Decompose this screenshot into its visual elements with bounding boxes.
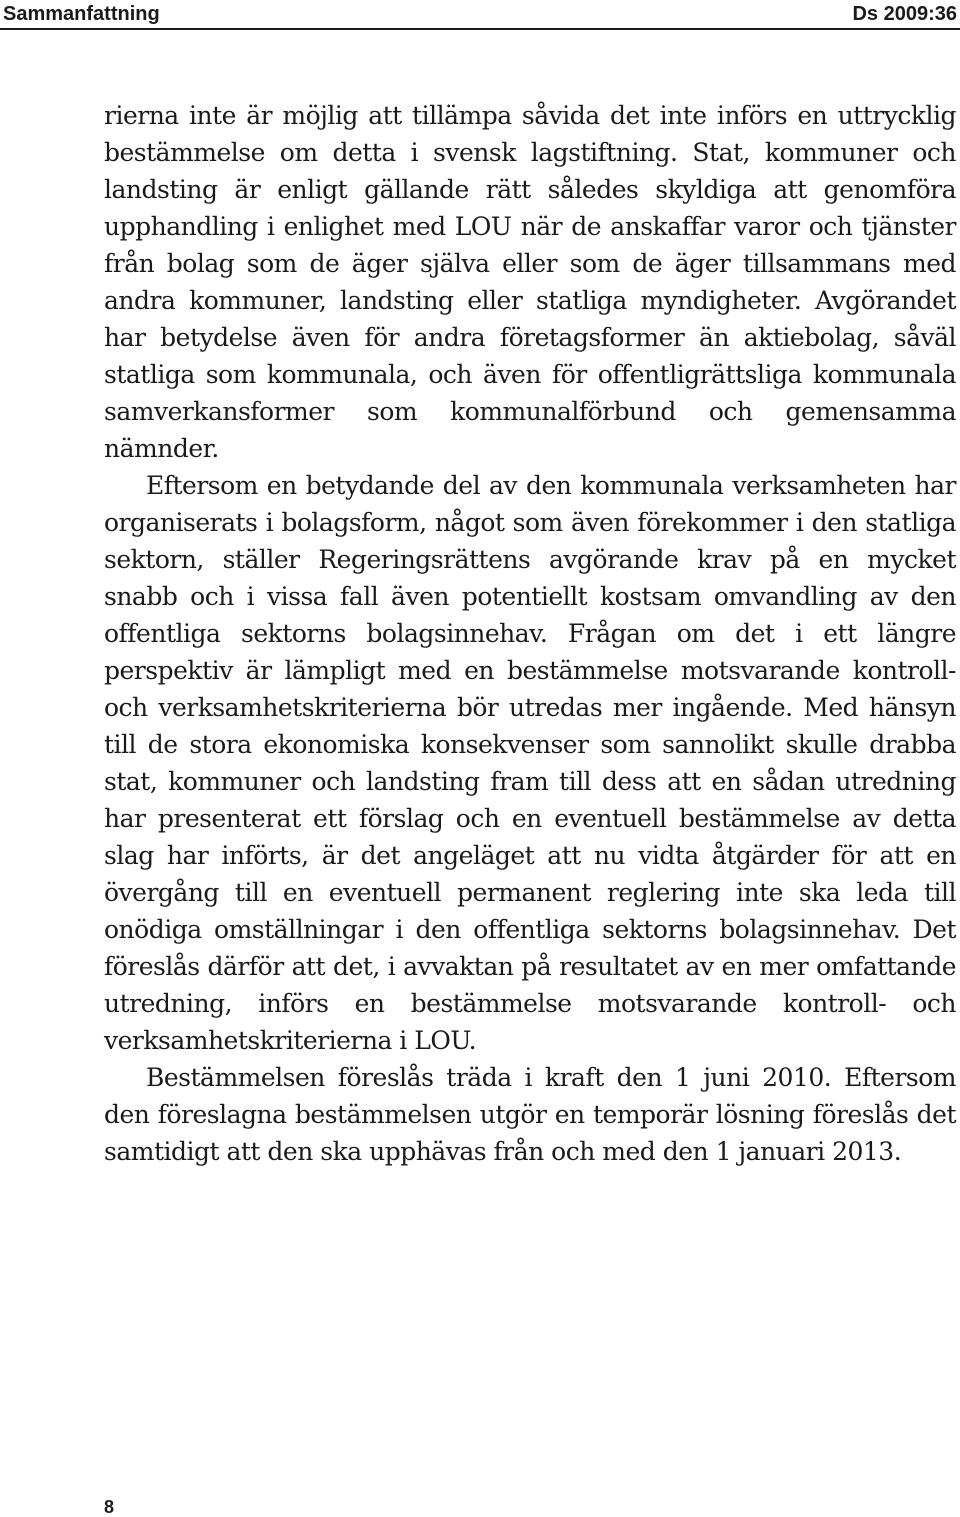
- page-header: [0, 0, 960, 30]
- page-number: 8: [104, 1497, 115, 1517]
- paragraph: Bestämmelsen föreslås träda i kraft den 1 juni 2010. Eftersom den föreslagna bestämmelsen utgör en temporär lösning föreslås det samtidigt att den ska upphävas från och med den 1 januari 2013.: [104, 1063, 956, 1166]
- document-id: Ds 2009:36: [852, 3, 957, 25]
- body-text: [104, 97, 956, 1170]
- section-title: Sammanfattning: [3, 3, 160, 25]
- paragraph: Eftersom en betydande del av den kommunala verksamheten har organiserats i bolagsform, något som även förekommer i den statliga sektorn, ställer Regeringsrättens avgörande krav på en mycket snabb och i vissa fall även potentiellt kostsam omvandling av den offentliga sektorns bolagsinnehav. Frågan om det i ett längre perspektiv är lämpligt med en bestämmelse motsvarande kontroll- och verksamhetskriterierna bör utredas mer ingående. Med hänsyn till de stora ekonomiska konsekvenser som sannolikt skulle drabba stat, kommuner och landsting fram till dess att en sådan utredning har presenterat ett förslag och en eventuell bestämmelse av detta slag har införts, är det angeläget att nu vidta åtgärder för att en övergång till en eventuell permanent reglering inte ska leda till onödiga omställningar i den offentliga sektorns bolagsinnehav. Det föreslås därför att det, i avvaktan på resultatet av en mer omfattande utredning, införs en bestämmelse motsvarande kontroll- och verksamhetskriterierna i LOU.: [104, 471, 956, 1055]
- paragraph-continuation: rierna inte är möjlig att tillämpa såvida det inte införs en uttrycklig bestämmelse om detta i svensk lagstiftning. Stat, kommuner och landsting är enligt gällande rätt således skyldiga att genomföra upphandling i enlighet med LOU när de anskaffar varor och tjänster från bolag som de äger själva eller som de äger tillsammans med andra kommuner, landsting eller statliga myndigheter. Avgörandet har betydelse även för andra företagsformer än aktiebolag, såväl statliga som kommunala, och även för offentligrättsliga kommunala samverkansformer som kommunalförbund och gemensamma nämnder.: [104, 101, 956, 463]
